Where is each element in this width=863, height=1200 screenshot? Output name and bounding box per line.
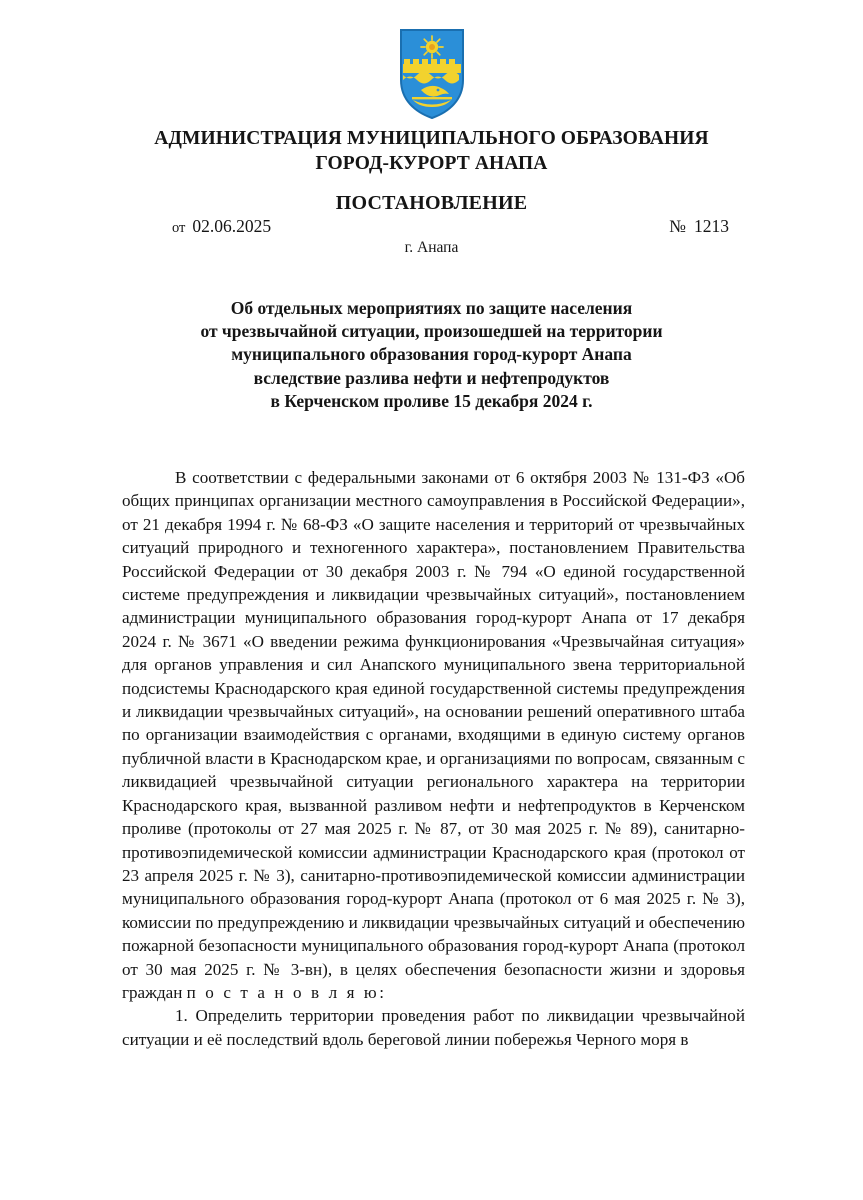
document-number [669, 216, 745, 237]
subject-line: вследствие разлива нефти и нефтепродуктов [253, 367, 610, 388]
document-type-title: ПОСТАНОВЛЕНИЕ [335, 192, 528, 214]
date-prefix-label: от [172, 220, 186, 236]
subject-line: муниципального образования город-курорт Анапа [231, 344, 632, 365]
number-value: 1213 [694, 216, 729, 236]
date-value: 02.06.2025 [192, 216, 272, 236]
document-header [0, 126, 863, 216]
resolve-keyword: п о с т а н о в л я ю: [186, 982, 387, 1002]
subject-line: в Керченском проливе 15 декабря 2024 г. [270, 390, 593, 411]
document-date [122, 216, 271, 237]
body-paragraph-preamble [122, 466, 745, 1004]
document-subject [0, 297, 863, 413]
subject-line: от чрезвычайной ситуации, произошедшей на территории [200, 321, 663, 342]
organization-line-2: ГОРОД-КУРОРТ АНАПА [315, 153, 548, 174]
organization-line-1: АДМИНИСТРАЦИЯ МУНИЦИПАЛЬНОГО ОБРАЗОВАНИЯ [154, 128, 709, 149]
subject-line: Об отдельных мероприятиях по защите населения [230, 298, 633, 318]
preamble-text: В соответствии с федеральными законами от 6 октября 2003 № 131-ФЗ «Об общих принципах организации местного самоуправления в Российской Федерации», от 21 декабря 1994 г. № 68-ФЗ «О защите населения и территорий от чрезвычайных ситуаций природного и техногенного характера», постановлением Правительства Российской Федерации от 30 декабря 2003 г. № 794 «О единой государственной системе предупреждения и ликвидации чрезвычайных ситуаций», постановлением администрации муниципального образования город-курорт Анапа от 17 декабря 2024 г. № 3671 «О введении режима функционирования «Чрезвычайная ситуация» для органов управления и сил Анапского муниципального звена территориальной подсистемы Краснодарского края единой государственной системы предупреждения и ликвидации чрезвычайных ситуаций», на основании решений оперативного штаба по организации взаимодействия с органами, входящими в единую систему органов публичной власти в Краснодарском крае, и организациями по вопросам, связанным с ликвидацией чрезвычайной ситуации регионального характера на территории Краснодарского края, вызванной разливом нефти и нефтепродуктов в Керченском проливе (протоколы от 27 мая 2025 г. № 87, от 30 мая 2025 г. № 89), санитарно-противоэпидемической комиссии администрации Краснодарского края (протокол от 23 апреля 2025 г. № 3), санитарно-противоэпидемической комиссии администрации муниципального образования город-курорт Анапа (протокол от 6 мая 2025 г. № 3), комиссии по предупреждению и ликвидации чрезвычайных ситуаций и обеспечению пожарной безопасности муниципального образования город-курорт Анапа (протокол от 30 мая 2025 г. № 3-вн), в целях обеспечения безопасности жизни и здоровья граждан [122, 468, 745, 1002]
document-meta-row [122, 216, 745, 237]
body-paragraph-item-1: 1. Определить территории проведения работ по ликвидации чрезвычайной ситуации и её последствий вдоль береговой линии побережья Черного моря в [122, 1006, 745, 1049]
city-line: г. Анапа [404, 239, 459, 256]
document-body [122, 466, 745, 1051]
emblem-container [0, 28, 863, 120]
coat-of-arms-icon [399, 28, 465, 120]
number-sign-icon: № [669, 216, 686, 236]
